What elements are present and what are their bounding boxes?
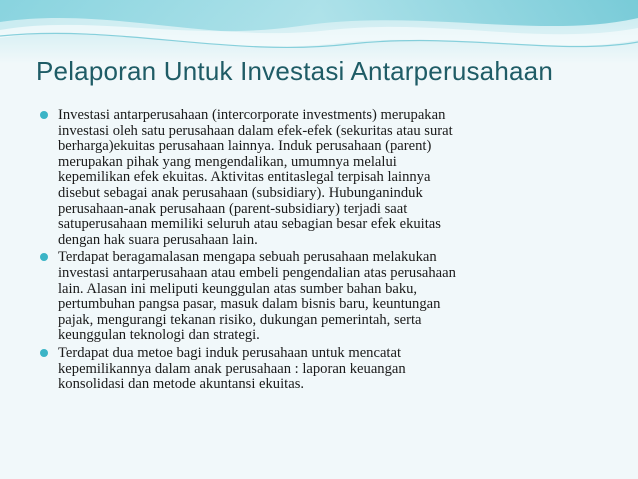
bullet-line: satuperusahaan memiliki seluruh atau sebagian besar efek ekuitas xyxy=(58,216,441,233)
bullet-line: investasi oleh satu perusahaan dalam efek-efek (sekuritas atau surat xyxy=(58,122,453,139)
bullet-line: Investasi antarperusahaan (intercorporate investments) merupakan xyxy=(58,107,446,123)
bullet-line: dengan hak suara perusahaan lain. xyxy=(58,231,258,248)
bullet-line: investasi antarperusahaan atau embeli pengendalian atas perusahaan xyxy=(58,264,456,281)
bullet-dot-icon xyxy=(40,111,48,119)
bullet-line: pajak, mengurangi tekanan risiko, dukungan pemerintah, serta xyxy=(58,311,422,328)
bullet-line: lain. Alasan ini meliputi keunggulan atas sumber bahan baku, xyxy=(58,280,418,297)
bullet-line: pertumbuhan pangsa pasar, masuk dalam bisnis baru, keuntungan xyxy=(58,296,441,313)
bullet-line: kepemilikan efek ekuitas. Aktivitas entitaslegal terpisah lainnya xyxy=(58,169,431,186)
bullet-line: kepemilikannya dalam anak perusahaan : laporan keuangan xyxy=(58,360,406,377)
bullet-line: perusahaan-anak perusahaan (parent-subsidiary) terjadi saat xyxy=(58,200,408,217)
bullet-line: Terdapat dua metoe bagi induk perusahaan untuk mencatat xyxy=(58,344,402,361)
bullet-line: disebut sebagai anak perusahaan (subsidiary). Hubunganinduk xyxy=(58,184,423,201)
wave-graphic xyxy=(0,0,638,64)
bullet-line: berharga)ekuitas perusahaan lainnya. Induk perusahaan (parent) xyxy=(58,138,432,155)
bullet-line: merupakan pihak yang mengendalikan, umumnya melalui xyxy=(58,153,397,170)
bullet-line: Terdapat beragamalasan mengapa sebuah perusahaan melakukan xyxy=(58,249,437,266)
bullet-list xyxy=(40,108,610,395)
slide-title: Pelaporan Untuk Investasi Antarperusahaan xyxy=(36,56,553,86)
bullet-dot-icon xyxy=(40,253,48,261)
bullet-line: konsolidasi dan metode akuntansi ekuitas. xyxy=(58,376,305,393)
bullet-item-1 xyxy=(40,108,610,248)
decorative-wave-band xyxy=(0,0,638,64)
bullet-item-2 xyxy=(40,250,610,344)
bullet-dot-icon xyxy=(40,349,48,357)
bullet-line: keunggulan teknologi dan strategi. xyxy=(58,327,260,344)
bullet-item-3 xyxy=(40,346,610,393)
